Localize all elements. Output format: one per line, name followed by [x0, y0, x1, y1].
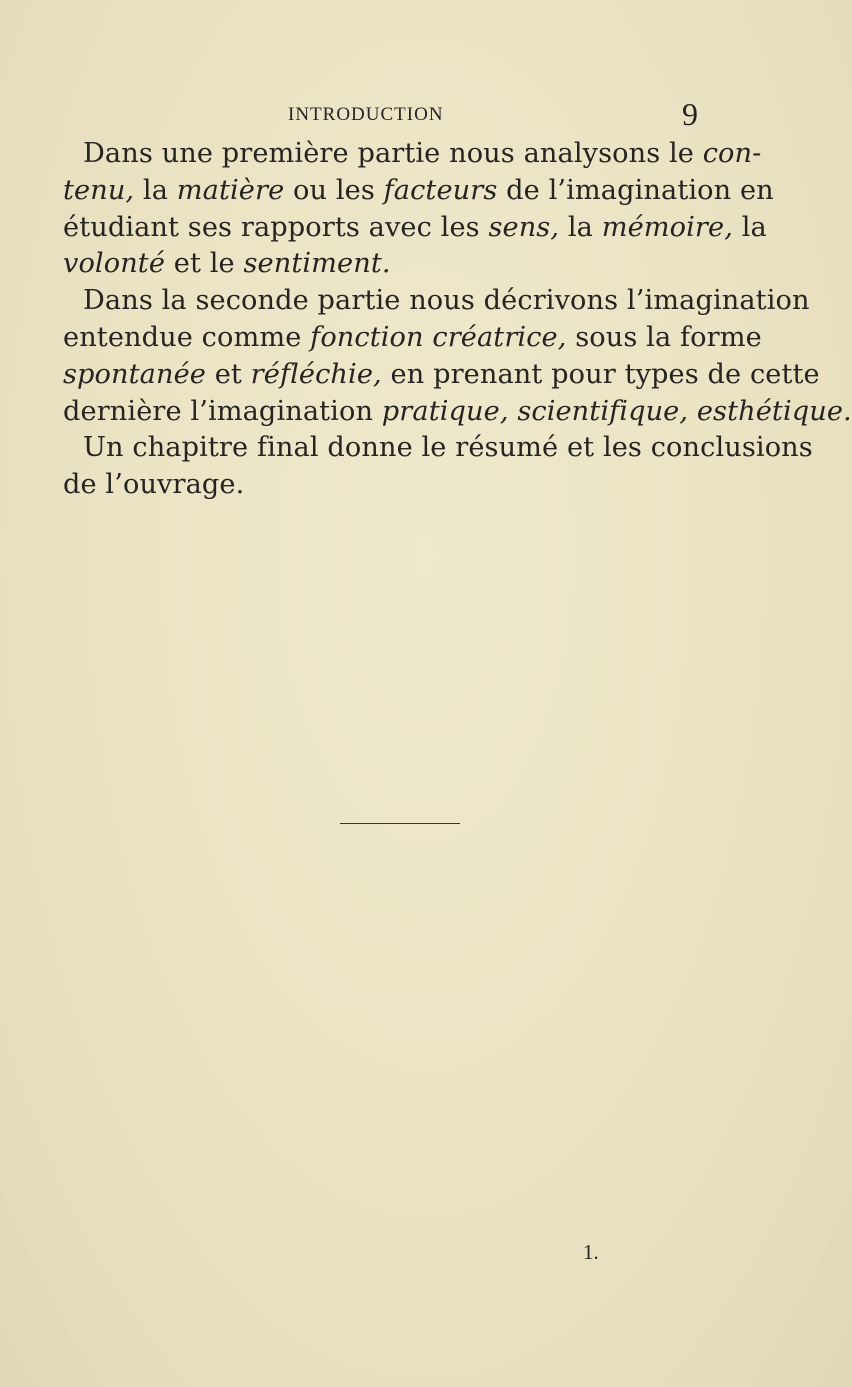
italic-term: mémoire, [601, 211, 733, 243]
italic-term: pratique, scientifique, esthétique. [381, 395, 852, 427]
running-head [0, 98, 800, 132]
italic-term: facteurs [383, 174, 498, 206]
text-line: Dans la seconde partie nous décrivons l’imagination [83, 285, 810, 317]
italic-term: fonction créatrice, [310, 321, 567, 353]
page-number: 9 [682, 96, 698, 132]
italic-term: con- [702, 138, 762, 169]
italic-term: sentiment. [243, 248, 391, 280]
text-line: dernière l’imagination pratique, scientifique, esthétique. [63, 395, 852, 427]
text-line: entendue comme fonction créatrice, sous la forme [63, 321, 762, 353]
paragraph-1 [63, 136, 774, 283]
running-head-title: INTRODUCTION [288, 104, 444, 125]
text-line: Un chapitre final donne le résumé et les conclusions [83, 432, 813, 464]
italic-term: spontanée [63, 358, 206, 390]
signature-mark: 1. [583, 1240, 599, 1264]
italic-term: volonté [63, 248, 166, 280]
text-line: spontanée et réfléchie, en prenant pour types de cette [63, 358, 820, 390]
section-divider-rule [340, 823, 460, 824]
text-line: Dans une première partie nous analysons le con- [83, 138, 762, 169]
text-line: étudiant ses rapports avec les sens, la mémoire, la [63, 211, 767, 243]
italic-term: tenu, [63, 174, 135, 206]
text-line: tenu, la matière ou les facteurs de l’imagination en [63, 174, 774, 206]
italic-term: réfléchie, [250, 358, 382, 390]
italic-term: matière [176, 174, 285, 206]
text-line: de l’ouvrage. [63, 469, 245, 501]
paragraph-2 [63, 283, 852, 430]
italic-term: sens, [488, 211, 560, 243]
body-text [63, 136, 852, 504]
text-line: volonté et le sentiment. [63, 248, 391, 280]
paragraph-3 [63, 430, 813, 504]
